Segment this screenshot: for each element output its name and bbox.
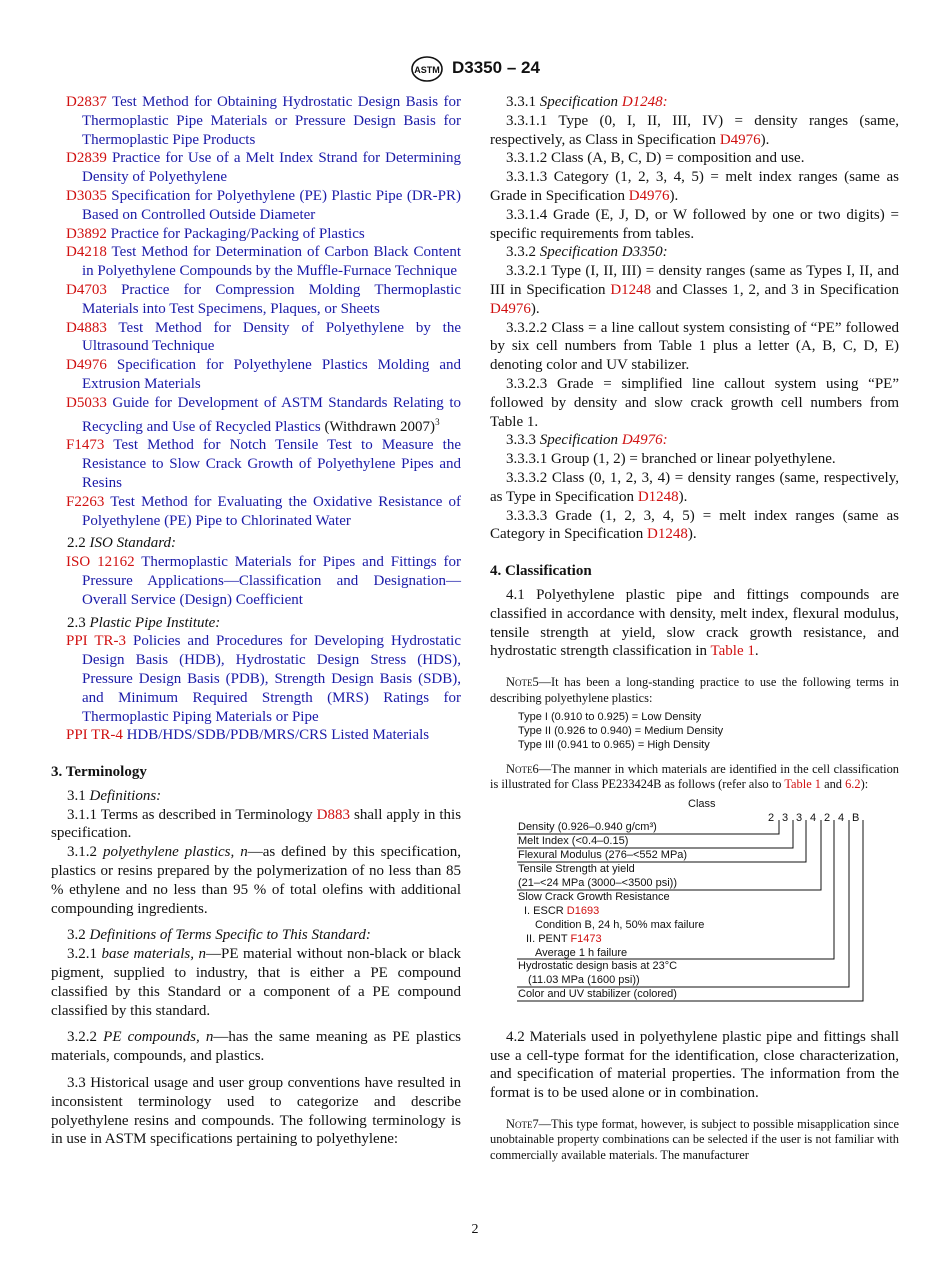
type-line: Type II (0.926 to 0.940) = Medium Density (518, 724, 724, 737)
document-id: D3350 – 24 (452, 58, 540, 77)
melt-index-label: Melt Index (<0.4–0.15) (518, 834, 629, 847)
section-3-3-1: 3.3.1 Specification D1248: (506, 94, 668, 110)
reference-title: Test Method for Density of Polyethylene by the Ultrasound Technique (82, 319, 462, 355)
reference-item (51, 225, 461, 244)
reference-title: Practice for Compression Molding Thermoplastic Materials into Test Specimens, Plaques, or Sheets (82, 281, 461, 317)
reference-d5033 (51, 394, 461, 437)
reference-link[interactable]: D3035 (66, 187, 107, 204)
reference-link[interactable]: D4976 (719, 131, 761, 148)
reference-link[interactable]: D1248 (610, 281, 652, 298)
reference-link[interactable]: D4976 (628, 187, 670, 204)
section-3-2: 3.2 Definitions of Terms Specific to This Standard: (67, 927, 371, 944)
section-3-3-1-4: 3.3.1.4 Grade (E, J, D, or W followed by one or two digits) = specific requirements from tables. (490, 206, 899, 242)
reference-link[interactable]: D4976: (621, 432, 668, 449)
section-3-2-2: 3.2.2 PE compounds, n—has the same meaning as PE plastics materials, compounds, and plastics. (51, 1029, 462, 1065)
flexural-modulus-label: Flexural Modulus (276–<552 MPa) (518, 848, 688, 861)
section-2-3: 2.3 Plastic Pipe Institute: (67, 614, 221, 631)
escr-condition: Condition B, 24 h, 50% max failure (535, 918, 705, 931)
section-3-2-1: 3.2.1 base materials, n—PE material without non-black or black pigment, supplied to industry, that is either a PE compound classified by this Standard or a component of a PE compound classified by this standard. (51, 946, 462, 1019)
class-digit: 4 (810, 811, 817, 824)
note-5: Note5—It has been a long-standing practice to use the following terms in describing polyethylene plastics: (490, 675, 899, 705)
reference-title: Specification for Polyethylene Plastics Molding and Extrusion Materials (82, 357, 461, 392)
section-3-3-2-2: 3.3.2.2 Class = a line callout system consisting of “PE” followed by six cell numbers from Table 1 plus a letter (A, B, C, D, E) denoting color and UV stabilizer. (490, 319, 899, 374)
class-digit: 2 (768, 811, 775, 824)
reference-title: HDB/HDS/SDB/PDB/MRS/CRS Listed Materials (126, 727, 430, 744)
section-3-3-2-1: 3.3.2.1 Type (I, II, III) = density ranges (same as Types I, II, and III in Specification D1248 and Classes 1, 2, and 3 in Specification D4976). (490, 263, 900, 317)
color-uv-label: Color and UV stabilizer (colored) (518, 987, 677, 1000)
reference-link[interactable]: F1473 (570, 932, 602, 945)
section-3-3-1-1: 3.3.1.1 Type (0, I, II, III, IV) = density ranges (same, respectively, as Class in Specification D4976). (490, 112, 899, 148)
hydrostatic-label: Hydrostatic design basis at 23°C (518, 959, 678, 972)
left-column (51, 93, 461, 1149)
density-label: Density (0.926–0.940 g/cm³) (518, 820, 657, 833)
section-4-1: 4.1 Polyethylene plastic pipe and fittings compounds are classified in accordance with density, melt index, flexural modulus, tensile strength at yield, slow crack growth resistance, and hydrostatic strength classification in Table 1. (490, 586, 899, 660)
tensile-strength-label: Tensile Strength at yield (518, 862, 635, 875)
reference-link[interactable]: D883 (316, 806, 351, 823)
footnote-marker: 3 (435, 416, 440, 427)
section-4-heading: 4. Classification (490, 563, 592, 580)
reference-item (51, 187, 461, 225)
section-3-3-3-2: 3.3.3.2 Class (0, 1, 2, 3, 4) = density ranges (same, respectively, as Type in Specification D1248). (490, 469, 899, 505)
astm-logo-icon (411, 56, 443, 82)
reference-item (51, 281, 461, 319)
reference-title: Specification for Polyethylene (PE) Plastic Pipe (DR-PR) Based on Controlled Outside Diameter (82, 187, 462, 223)
svg-text:ASTM: ASTM (414, 65, 440, 75)
hydrostatic-value: (11.03 MPa (1600 psi)) (528, 973, 640, 986)
page-header (0, 56, 950, 84)
reference-link[interactable]: D4883 (66, 319, 107, 336)
reference-title: Practice for Packaging/Packing of Plastics (110, 225, 365, 242)
reference-link[interactable]: ISO 12162 (66, 554, 135, 571)
reference-list (51, 632, 461, 745)
reference-item (51, 356, 461, 394)
section-3-3-3: 3.3.3 Specification D4976: (506, 432, 668, 449)
section-3-3-2-3: 3.3.2.3 Grade = simplified line callout system using “PE” followed by density and slow crack growth cell numbers from Table 1. (490, 375, 899, 430)
table-link[interactable]: Table 1 (784, 777, 821, 792)
section-4-2: 4.2 Materials used in polyethylene plastic pipe and fittings shall use a cell-type format for the identification, close characterization, and specification of material properties. The information from the format is to be used alone or in combination. (490, 1028, 899, 1102)
tensile-strength-range: (21–<24 MPa (3000–<3500 psi)) (518, 876, 677, 889)
reference-title: Policies and Procedures for Developing Hydrostatic Design Basis (HDB), Hydrostatic Design Stress (HDS), Pressure Design Basis (PDB), Strength Design Basis (SDB), and Minimum Required Strength (MRS) Ratings for Thermoplastic Piping Materials or Pipe (82, 633, 461, 725)
reference-item (51, 436, 461, 492)
slow-crack-growth-label: Slow Crack Growth Resistance (518, 890, 670, 903)
class-digit: 2 (824, 811, 831, 824)
section-3-1-2: 3.1.2 polyethylene plastics, n—as defined by this specification, plastics or resins prepared by the polymerization of no less than 85 % ethylene and no less than 95 % of total olefins with additional compounding ingredients. (51, 844, 462, 917)
section-3-heading: 3. Terminology (51, 764, 147, 781)
reference-link[interactable]: D1248: (621, 94, 668, 110)
reference-title: Thermoplastic Materials for Pipes and Fittings for Pressure Applications—Classification and Designation—Overall Service (Design) Coefficient (82, 554, 462, 608)
reference-link[interactable]: D4976 (66, 357, 107, 374)
cell-classification-diagram (490, 796, 899, 1008)
reference-item (51, 632, 461, 726)
class-digit: 3 (796, 811, 803, 824)
note-6: Note6—The manner in which materials are identified in the cell classification is illustrated for Class PE233424B as follows (refer also to Table 1 and 6.2): (490, 761, 899, 792)
reference-list (51, 436, 461, 530)
section-3-3-3-3: 3.3.3.3 Grade (1, 2, 3, 4, 5) = melt index ranges (same as Category in Specification D1248). (490, 507, 899, 543)
reference-link[interactable]: PPI TR-3 (66, 633, 127, 650)
withdrawn-note: (Withdrawn 2007) (324, 418, 436, 435)
section-3-3: 3.3 Historical usage and user group conventions have resulted in inconsistent terminology used to categorize and describe polyethylene resins and compounds. The following terminology is in use in ASTM specifications pertaining to polyethylene: (51, 1075, 461, 1148)
reference-item (51, 319, 461, 357)
reference-item (51, 93, 461, 149)
reference-item (51, 243, 461, 281)
reference-title: Test Method for Obtaining Hydrostatic Design Basis for Thermoplastic Pipe Materials or Pressure Design Basis for Thermoplastic Pipe Products (82, 94, 461, 148)
reference-link[interactable]: F2263 (66, 493, 105, 510)
reference-link[interactable]: D2837 (66, 94, 107, 110)
reference-item (51, 726, 461, 745)
section-2-2: 2.2 ISO Standard: (67, 535, 177, 552)
reference-link[interactable]: D3892 (66, 225, 107, 242)
reference-link[interactable]: D4976 (490, 300, 531, 317)
class-digit: 3 (782, 811, 789, 824)
class-digit: 4 (838, 811, 845, 824)
reference-item (51, 493, 461, 531)
type-line: Type III (0.941 to 0.965) = High Density (518, 738, 710, 751)
right-column (490, 93, 899, 1163)
reference-link[interactable]: D2839 (66, 150, 107, 167)
pent-label: II. PENT F1473 (526, 932, 602, 945)
section-3-1-1: 3.1.1 Terms as described in Terminology D883 shall apply in this specification. (51, 806, 462, 842)
section-3-3-2: 3.3.2 Specification D3350: (506, 244, 668, 261)
section-3-3-1-3: 3.3.1.3 Category (1, 2, 3, 4, 5) = melt index ranges (same as Grade in Specification D4976). (490, 169, 899, 204)
reference-iso (51, 553, 461, 609)
reference-item (51, 149, 461, 187)
reference-link[interactable]: D1693 (566, 904, 600, 917)
section-3-1: 3.1 Definitions: (67, 787, 162, 804)
reference-link[interactable]: D4218 (66, 244, 107, 261)
reference-title: Test Method for Determination of Carbon Black Content in Polyethylene Compounds by the Muffle-Furnace Technique (82, 244, 461, 280)
page-number: 2 (471, 1222, 479, 1237)
section-link[interactable]: 6.2 (845, 777, 861, 792)
reference-link[interactable]: D1248 (637, 488, 679, 505)
reference-title: Test Method for Notch Tensile Test to Measure the Resistance to Slow Crack Growth of Polyethylene Pipes and Resins (82, 437, 461, 491)
class-digit: B (852, 811, 860, 824)
reference-title: Guide for Development of ASTM Standards Relating to Recycling and Use of Recycled Plastics (82, 394, 461, 435)
reference-link[interactable]: D1248 (647, 526, 688, 543)
reference-link[interactable]: D4703 (66, 281, 107, 298)
reference-link[interactable]: D5033 (66, 394, 107, 411)
table-link[interactable]: Table 1 (710, 643, 755, 660)
escr-label: I. ESCR D1693 (524, 904, 600, 917)
class-label: Class (688, 797, 716, 810)
pent-condition: Average 1 h failure (535, 946, 628, 959)
note-7: Note7—This type format, however, is subject to possible misapplication since unobtainable property combinations can be selected if the user is not familiar with commercially available materials. The manufacturer (490, 1116, 899, 1162)
reference-list (51, 93, 461, 394)
density-types-list (490, 710, 899, 752)
reference-link[interactable]: PPI TR-4 (66, 727, 123, 744)
section-3-3-3-1: 3.3.3.1 Group (1, 2) = branched or linear polyethylene. (506, 451, 836, 468)
reference-title: Practice for Use of a Melt Index Strand for Determining Density of Polyethylene (82, 150, 461, 186)
section-3-3-1-2: 3.3.1.2 Class (A, B, C, D) = composition and use. (506, 150, 805, 167)
reference-title: Test Method for Evaluating the Oxidative Resistance of Polyethylene (PE) Pipe to Chlorinated Water (82, 493, 461, 529)
type-line: Type I (0.910 to 0.925) = Low Density (518, 710, 702, 723)
reference-link[interactable]: F1473 (66, 437, 105, 454)
